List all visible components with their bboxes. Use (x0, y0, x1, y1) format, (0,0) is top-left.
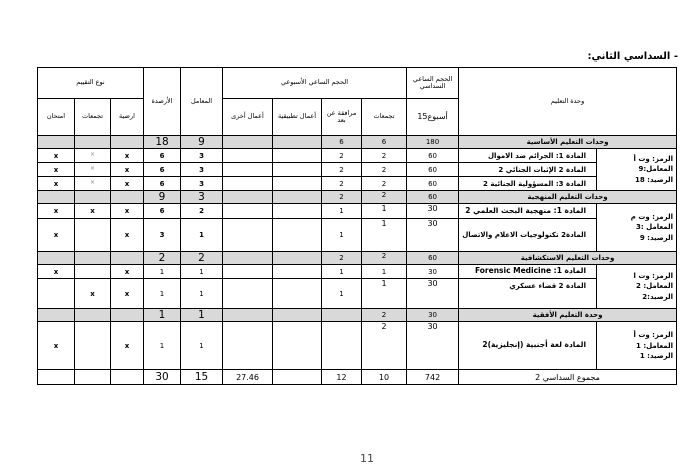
credit-line: الرصيد: 18 (634, 175, 674, 184)
continuous-mark: x (111, 219, 144, 252)
subject-row (38, 204, 677, 219)
unit-coef: 2 (181, 252, 223, 265)
unit-header: وحدة التعليم (459, 68, 677, 136)
subject-coef: 1 (181, 219, 223, 252)
groups-mark (75, 219, 111, 252)
unit-code (597, 265, 677, 309)
tutorials-header: تجمعات (362, 99, 407, 136)
subject-credits: 3 (144, 219, 181, 252)
total-credits: 30 (144, 370, 181, 385)
continuous-header: ارضية (111, 99, 144, 136)
total-tutorials: 10 (362, 370, 407, 385)
subject-name: المادة 1: الجرائم ضد الاموال (459, 149, 597, 163)
code-line: الرمز: وت م (630, 212, 674, 221)
total-other: 27.46 (223, 370, 273, 385)
unit-row (38, 252, 677, 265)
exam-header: امتحان (38, 99, 75, 136)
unit-tutorials: 2 (362, 309, 407, 322)
subject-semester: 60 (407, 163, 459, 177)
groups-mark: × (75, 149, 111, 163)
credits-header: الأرصدة (144, 68, 181, 136)
unit-semester: 60 (407, 191, 459, 204)
subject-semester: 60 (407, 149, 459, 163)
unit-semester: 180 (407, 136, 459, 149)
unit-semester: 60 (407, 252, 459, 265)
coef-line: المعامل :3 (636, 223, 674, 232)
subject-remote: 2 (322, 177, 362, 191)
subject-row (38, 149, 677, 163)
unit-credits: 2 (144, 252, 181, 265)
unit-row (38, 191, 677, 204)
subject-tutorials: 2 (362, 163, 407, 177)
subject-coef: 3 (181, 163, 223, 177)
unit-row (38, 309, 677, 322)
coefficient-header: المعامل (181, 68, 223, 136)
total-row (38, 370, 677, 385)
subject-credits: 1 (144, 279, 181, 309)
groups-mark: × (75, 163, 111, 177)
credit-line: الرصيد: 1 (639, 352, 674, 360)
credit-line: الرصيد: 9 (639, 233, 674, 242)
subject-remote: 1 (322, 265, 362, 279)
unit-name: وحدات التعليم الاستكشافية (459, 252, 677, 265)
subject-credits: 6 (144, 163, 181, 177)
groups-mark: x (75, 204, 111, 219)
subject-name: المادة 3: المسؤولية الجنائية 2 (459, 177, 597, 191)
groups-mark (75, 265, 111, 279)
unit-name: وحدات التعليم المنهجية (459, 191, 677, 204)
subject-semester: 30 (407, 204, 459, 219)
page-number: 11 (360, 452, 374, 465)
code-line: الرمز: وت ا (633, 271, 674, 280)
subject-remote: 2 (322, 163, 362, 177)
unit-coef: 3 (181, 191, 223, 204)
exam-mark: x (38, 204, 75, 219)
total-coef: 15 (181, 370, 223, 385)
continuous-mark: x (111, 177, 144, 191)
groups-eval-header: تجمعات (75, 99, 111, 136)
unit-credits: 9 (144, 191, 181, 204)
subject-name: المادة 2 قضاء عسكري (459, 279, 597, 309)
unit-remote: 2 (322, 252, 362, 265)
groups-mark: × (75, 177, 111, 191)
exam-mark: x (38, 163, 75, 177)
weekly-volume-header: الحجم الساعي الأسبوعي (223, 68, 407, 99)
coef-line: المعامل:9 (638, 165, 674, 174)
subject-name: المادة 1: Forensic Medicine (459, 265, 597, 279)
subject-coef: 1 (181, 322, 223, 370)
curriculum-table (37, 67, 677, 385)
remote-header: مرافقة عن بعد (322, 99, 362, 136)
subject-coef: 1 (181, 279, 223, 309)
exam-mark (38, 279, 75, 309)
subject-coef: 3 (181, 177, 223, 191)
practical-header: أعمال تطبيقية (273, 99, 322, 136)
exam-mark: x (38, 265, 75, 279)
continuous-mark: x (111, 322, 144, 370)
subject-credits: 6 (144, 177, 181, 191)
subject-row (38, 219, 677, 252)
subject-tutorials: 1 (362, 204, 407, 219)
subject-credits: 6 (144, 149, 181, 163)
exam-mark: x (38, 177, 75, 191)
unit-tutorials: 2 (362, 252, 407, 265)
weeks-header: 15أسبوع (407, 99, 459, 136)
subject-semester: 60 (407, 177, 459, 191)
subject-name: المادة2 تكنولوجيات الاعلام والاتصال (459, 219, 597, 252)
subject-tutorials: 2 (362, 177, 407, 191)
subject-row (38, 177, 677, 191)
unit-remote: 6 (322, 136, 362, 149)
unit-code (597, 322, 677, 370)
unit-credits: 18 (144, 136, 181, 149)
exam-mark: x (38, 219, 75, 252)
unit-name: وحدة التعليم الأفقية (459, 309, 677, 322)
unit-credits: 1 (144, 309, 181, 322)
continuous-mark: x (111, 279, 144, 309)
subject-remote (322, 322, 362, 370)
subject-semester: 30 (407, 322, 459, 370)
subject-row (38, 265, 677, 279)
unit-coef: 9 (181, 136, 223, 149)
groups-mark (75, 322, 111, 370)
unit-semester: 30 (407, 309, 459, 322)
exam-mark: x (38, 322, 75, 370)
subject-row (38, 163, 677, 177)
unit-row (38, 136, 677, 149)
subject-name: المادة 1: منهجية البحث العلمي 2 (459, 204, 597, 219)
unit-tutorials: 2 (362, 191, 407, 204)
subject-row (38, 322, 677, 370)
unit-coef: 1 (181, 309, 223, 322)
groups-mark: x (75, 279, 111, 309)
total-semester: 742 (407, 370, 459, 385)
subject-name: المادة 2 الإثبات الجنائي 2 (459, 163, 597, 177)
subject-row (38, 279, 677, 309)
code-line: الرمز: وت أ (633, 331, 674, 339)
subject-tutorials: 2 (362, 322, 407, 370)
subject-tutorials: 2 (362, 149, 407, 163)
unit-remote: 2 (322, 191, 362, 204)
credit-line: الرصيد:2 (642, 292, 674, 301)
subject-semester: 30 (407, 279, 459, 309)
subject-remote: 1 (322, 279, 362, 309)
unit-remote (322, 309, 362, 322)
unit-code (597, 204, 677, 252)
subject-remote: 1 (322, 204, 362, 219)
subject-coef: 1 (181, 265, 223, 279)
subject-coef: 3 (181, 149, 223, 163)
continuous-mark: x (111, 149, 144, 163)
subject-coef: 2 (181, 204, 223, 219)
subject-name: المادة لغة أجنبية (إنجليزية)2 (459, 322, 597, 370)
subject-credits: 1 (144, 322, 181, 370)
subject-remote: 1 (322, 219, 362, 252)
subject-tutorials: 1 (362, 279, 407, 309)
eval-type-header: نوع التقييم (38, 68, 144, 99)
coef-line: المعامل: 1 (636, 341, 674, 350)
subject-remote: 2 (322, 149, 362, 163)
unit-tutorials: 6 (362, 136, 407, 149)
code-line: الرمز: وت أ (633, 154, 674, 163)
other-header: أعمال أخرى (223, 99, 273, 136)
subject-tutorials: 1 (362, 265, 407, 279)
unit-code (597, 149, 677, 191)
total-remote: 12 (322, 370, 362, 385)
continuous-mark: x (111, 163, 144, 177)
continuous-mark: x (111, 204, 144, 219)
section-heading: - السداسي الثاني: (587, 51, 678, 62)
coef-line: المعامل: 2 (636, 282, 674, 291)
unit-name: وحدات التعليم الأساسية (459, 136, 677, 149)
exam-mark: x (38, 149, 75, 163)
subject-credits: 1 (144, 265, 181, 279)
continuous-mark: x (111, 265, 144, 279)
subject-semester: 30 (407, 265, 459, 279)
total-label: مجموع السداسي 2 (459, 370, 677, 385)
semester-volume-header: الحجم الساعي السداسي (407, 68, 459, 99)
subject-semester: 30 (407, 219, 459, 252)
subject-tutorials: 1 (362, 219, 407, 252)
subject-credits: 6 (144, 204, 181, 219)
